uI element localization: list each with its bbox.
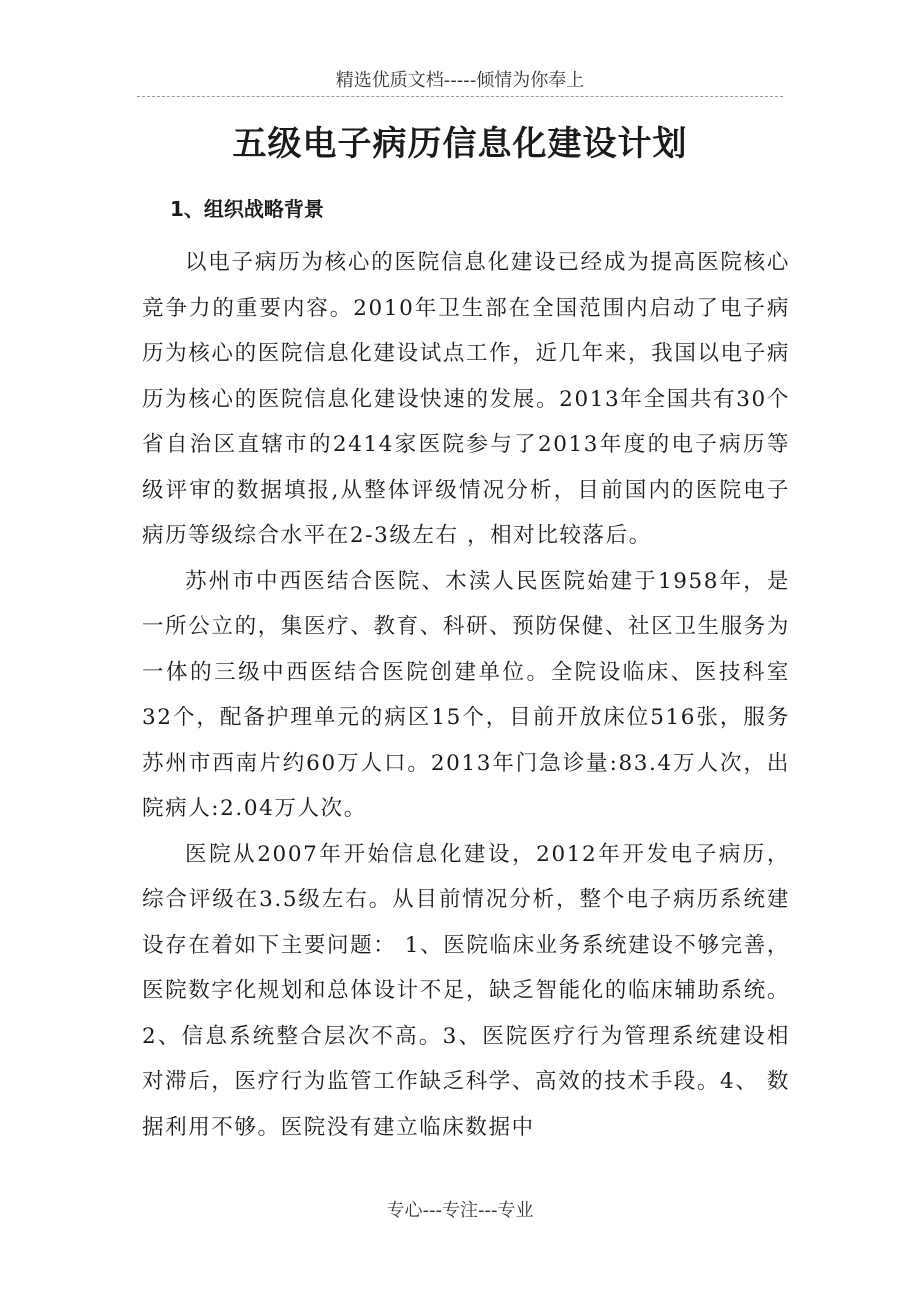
document-title: 五级电子病历信息化建设计划 [232, 124, 688, 164]
section-body [142, 240, 790, 1150]
paragraph: 苏州市中西医结合医院、木渎人民医院始建于1958年，是一所公立的，集医疗、教育、科研、预防保健、社区卫生服务为一体的三级中西医结合医院创建单位。全院设临床、医技科室32个，配备护理单元的病区15个，目前开放床位516张，服务苏州市西南片约60万人口。2013年门急诊量:83.4万人次，出院病人:2.04万人次。 [142, 568, 790, 821]
header-divider [137, 96, 783, 97]
section-heading: 1、组织战略背景 [170, 197, 324, 221]
page-header: 精选优质文档-----倾情为你奉上 [335, 70, 585, 91]
paragraph: 医院从2007年开始信息化建设，2012年开发电子病历，综合评级在3.5级左右。从目前情况分析，整个电子病历系统建设存在着如下主要问题： 1、医院临床业务系统建设不够完善，医院数字化规划和总体设计不足，缺乏智能化的临床辅助系统。2、信息系统整合层次不高。3、医院医疗行为管理系统建设相对滞后，医疗行为监管工作缺乏科学、高效的技术手段。4、 数据利用不够。医院没有建立临床数据中 [142, 841, 790, 1140]
paragraph: 以电子病历为核心的医院信息化建设已经成为提高医院核心竞争力的重要内容。2010年卫生部在全国范围内启动了电子病历为核心的医院信息化建设试点工作，近几年来，我国以电子病历为核心的医院信息化建设快速的发展。2013年全国共有30个省自治区直辖市的2414家医院参与了2013年度的电子病历等级评审的数据填报,从整体评级情况分析，目前国内的医院电子病历等级综合水平在2-3级左右 ，相对比较落后。 [142, 250, 790, 548]
page-footer: 专心---专注---专业 [386, 1200, 534, 1221]
